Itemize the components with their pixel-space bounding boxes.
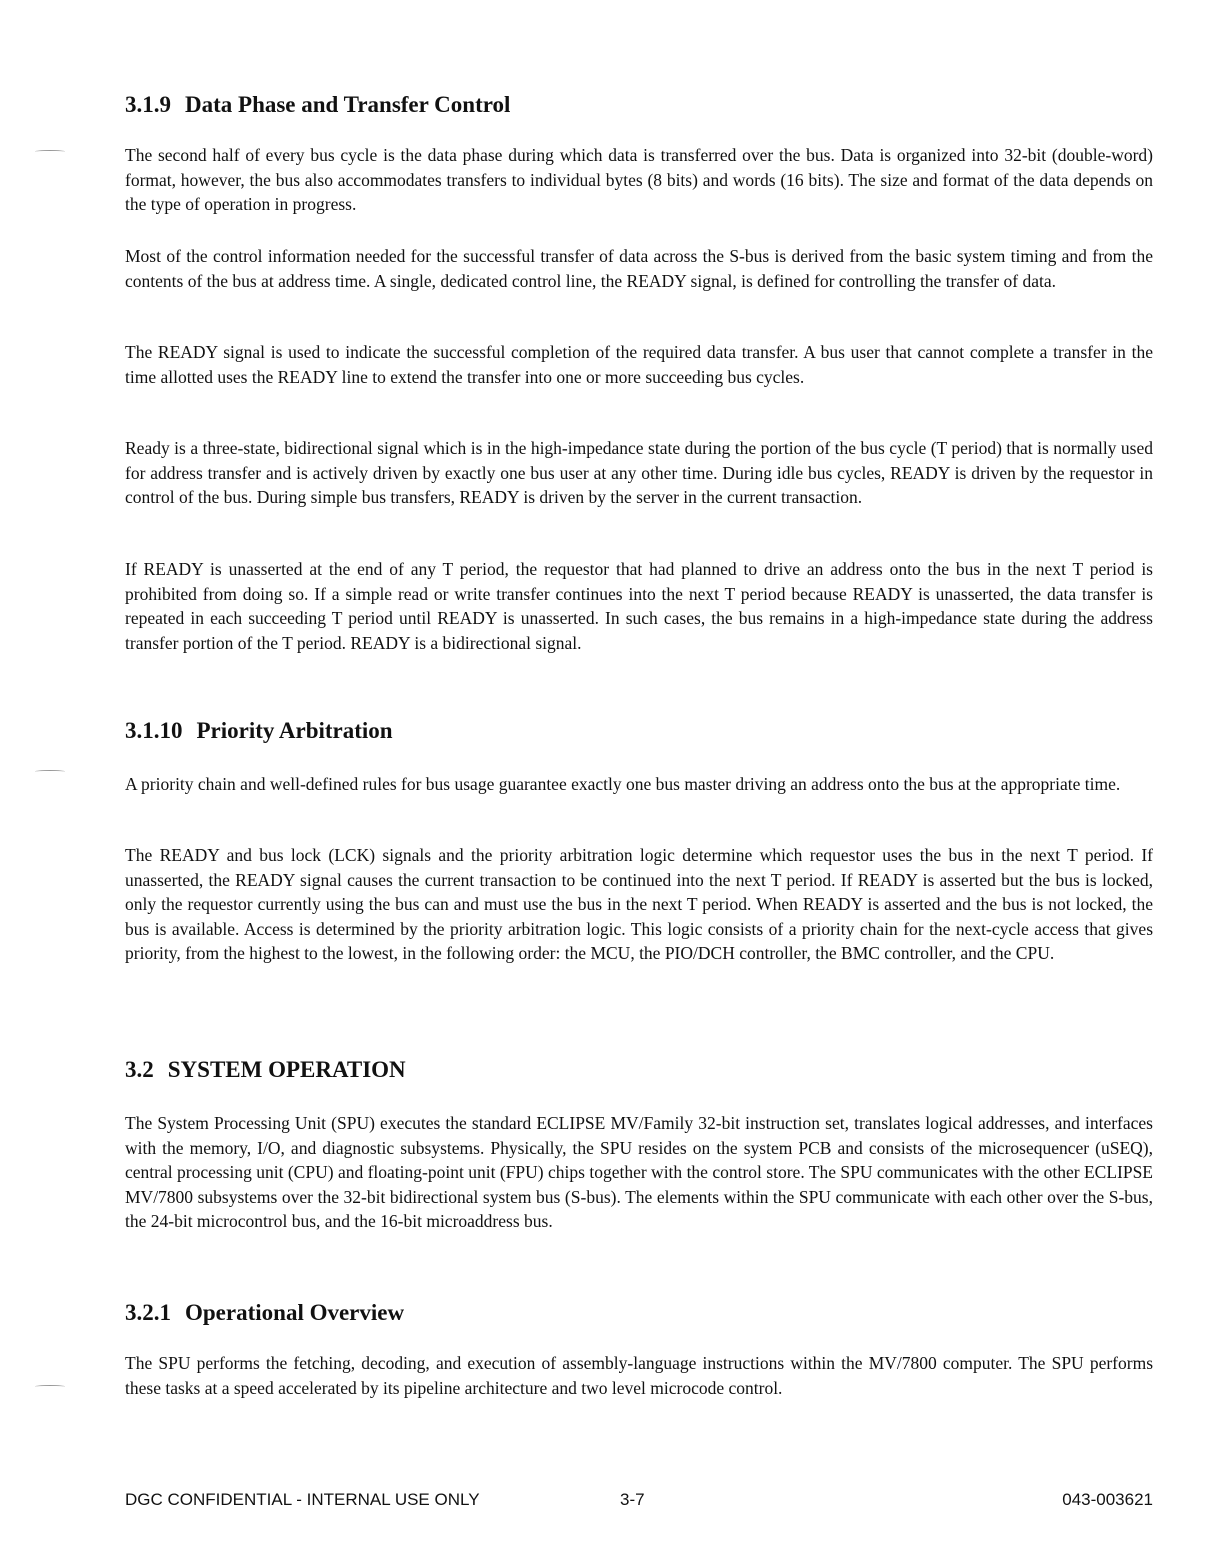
paragraph: Most of the control information needed for the successful transfer of data across the S-bus is derived from the basic system timing and from the contents of the bus at address time. A single, dedicated control line, the READY signal, is defined for controlling the transfer of data. [125,246,1153,291]
section-number: 3.1.10 [125,718,183,743]
paragraph: The READY signal is used to indicate the successful completion of the required data transfer. A bus user that cannot complete a transfer in the time allotted uses the READY line to extend the transfer into one or more succeeding bus cycles. [125,342,1153,387]
section-heading [125,718,1153,744]
section-title: Priority Arbitration [196,718,393,743]
confidentiality-notice: DGC CONFIDENTIAL - INTERNAL USE ONLY [125,1490,480,1509]
page-number: 3-7 [620,1490,645,1509]
scan-mark [35,150,65,153]
section-number: 3.2 [125,1057,154,1082]
paragraph: Ready is a three-state, bidirectional signal which is in the high-impedance state during the portion of the bus cycle (T period) that is normally used for address transfer and is actively driven by exactly one bus user at any other time. During idle bus cycles, READY is driven by the requestor in control of the bus. During simple bus transfers, READY is driven by the server in the current transaction. [125,438,1153,507]
section-heading [125,92,1153,118]
paragraph: A priority chain and well-defined rules for bus usage guarantee exactly one bus master driving an address onto the bus at the appropriate time. [125,774,1121,794]
section-number: 3.2.1 [125,1300,171,1325]
scan-mark [35,1385,65,1388]
scan-mark [35,770,65,773]
section-title: Operational Overview [185,1300,405,1325]
paragraph: The READY and bus lock (LCK) signals and the priority arbitration logic determine which requestor uses the bus in the next T period. If unasserted, the READY signal causes the current transaction to be continued into the next T period. If READY is asserted but the bus is locked, only the requestor currently using the bus can and must use the bus in the next T period. When READY is asserted and the bus is not locked, the bus is available. Access is determined by the priority arbitration logic. This logic consists of a priority chain for the next-cycle access that gives priority, from the highest to the lowest, in the following order: the MCU, the PIO/DCH controller, the BMC controller, and the CPU. [125,845,1153,963]
section-heading [125,1057,1153,1083]
section-number: 3.1.9 [125,92,171,117]
paragraph: If READY is unasserted at the end of any T period, the requestor that had planned to drive an address onto the bus in the next T period is prohibited from doing so. If a simple read or write transfer continues into the next T period because READY is unasserted, the data transfer is repeated in each succeeding T period until READY is unasserted. In such cases, the bus remains in a high-impedance state during the address transfer portion of the T period. READY is a bidirectional signal. [125,559,1153,653]
paragraph: The SPU performs the fetching, decoding, and execution of assembly-language instructions within the MV/7800 computer. The SPU performs these tasks at a speed accelerated by its pipeline architecture and two level microcode control. [125,1353,1153,1398]
section-heading [125,1300,1153,1326]
section-title: SYSTEM OPERATION [167,1057,406,1082]
section-title: Data Phase and Transfer Control [185,92,511,117]
paragraph: The second half of every bus cycle is the data phase during which data is transferred over the bus. Data is organized into 32-bit (double-word) format, however, the bus also accommodates transfers to individual bytes (8 bits) and words (16 bits). The size and format of the data depends on the type of operation in progress. [125,145,1153,214]
paragraph: The System Processing Unit (SPU) executes the standard ECLIPSE MV/Family 32-bit instruction set, translates logical addresses, and interfaces with the memory, I/O, and diagnostic subsystems. Physically, the SPU resides on the system PCB and consists of the microsequencer (uSEQ), central processing unit (CPU) and floating-point unit (FPU) chips together with the control store. The SPU communicates with the other ECLIPSE MV/7800 subsystems over the 32-bit bidirectional system bus (S-bus). The elements within the SPU communicate with each other over the S-bus, the 24-bit microcontrol bus, and the 16-bit microaddress bus. [125,1113,1153,1231]
document-number: 043-003621 [1062,1490,1153,1509]
